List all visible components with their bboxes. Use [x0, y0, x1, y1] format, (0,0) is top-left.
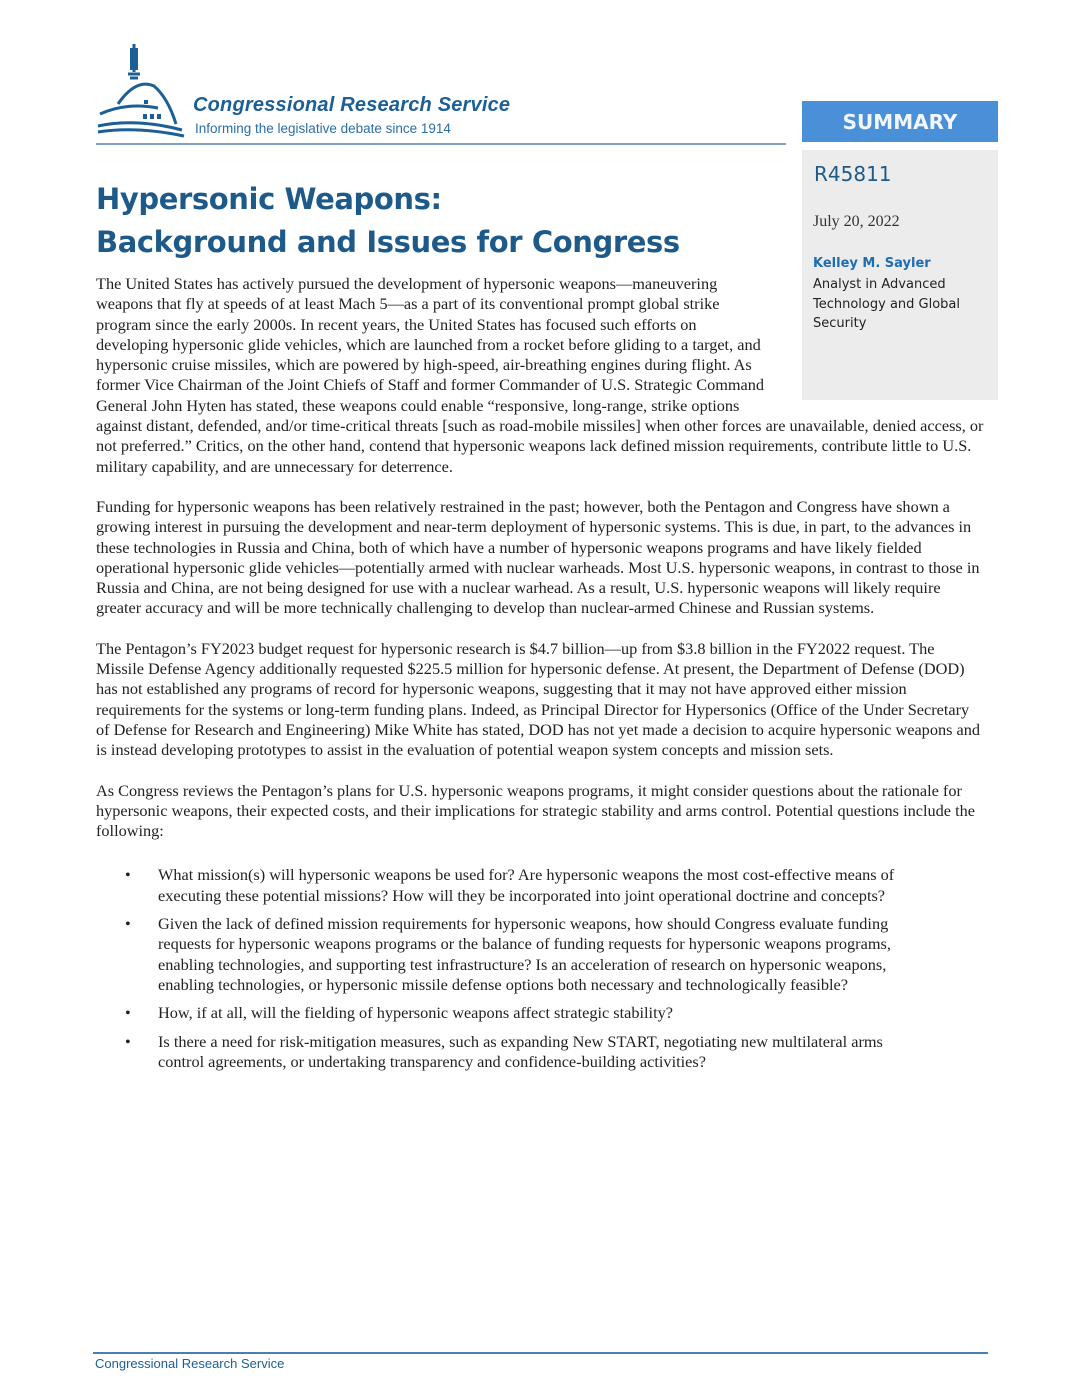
paragraph: As Congress reviews the Pentagon’s plans for U.S. hypersonic weapons programs, it might consider questions about the rationale for hypersonic weapons, their expected costs, and their implications for strategic stability and arms control. Potential questions include the following: [96, 780, 975, 841]
list-item-text: What mission(s) will hypersonic weapons be used for? Are hypersonic weapons the most cost-effective means of executing these potential missions? How will they be incorporated into joint operational doctrine and concepts? [158, 865, 895, 905]
title-line-2: Background and Issues for Congress [96, 225, 680, 259]
crs-logo [96, 42, 556, 142]
list-item [125, 865, 918, 906]
questions-list [96, 865, 984, 1072]
bullet-icon: • [125, 1003, 131, 1023]
org-name: Congressional Research Service [193, 94, 511, 116]
list-item [125, 914, 918, 995]
report-date: July 20, 2022 [813, 213, 900, 230]
bullet-icon: • [125, 914, 131, 934]
capitol-dome-icon [96, 42, 191, 142]
paragraph: The Pentagon’s FY2023 budget request for hypersonic research is $4.7 billion—up from $3.8 billion in the FY2022 request. The Missile Defense Agency additionally requested $225.5 million for hypersonic defense. At present, the Department of Defense (DOD) has not established any programs of record for hypersonic weapons, suggesting that it may not have approved either mission requirements for the systems or long-term funding plans. Indeed, as Principal Director for Hypersonics (Office of the Under Secretary of Defense for Research and Engineering) Mike White has stated, DOD has not yet made a decision to acquire hypersonic weapons and is instead developing prototypes to assist in the evaluation of potential weapon system concepts and mission sets. [96, 638, 981, 760]
document-body [96, 178, 984, 1080]
author-title: Analyst in Advanced Technology and Global Security [813, 277, 961, 331]
report-number: R45811 [814, 162, 892, 186]
footer-text: Congressional Research Service [95, 1356, 285, 1371]
list-item-text: How, if at all, will the fielding of hypersonic weapons affect strategic stability? [158, 1003, 673, 1023]
footer-divider [93, 1352, 988, 1354]
author-name: Kelley M. Sayler [813, 256, 931, 271]
list-item-text: Is there a need for risk-mitigation measures, such as expanding New START, negotiating new multilateral arms control agreements, or undertaking transparency and confidence-building activities? [158, 1031, 883, 1071]
org-tagline: Informing the legislative debate since 1914 [195, 121, 451, 136]
title-line-1: Hypersonic Weapons: [96, 182, 442, 216]
list-item [125, 1003, 918, 1023]
list-item [125, 1031, 918, 1073]
paragraph: Funding for hypersonic weapons has been relatively restrained in the past; however, both the Pentagon and Congress have shown a growing interest in pursuing the development and near-term deployment of hypersonic systems. This is due, in part, to the advances in these technologies in Russia and China, both of which have a number of hypersonic weapons programs and have likely fielded operational hypersonic glide vehicles—potentially armed with nuclear warheads. Most U.S. hypersonic weapons, in contrast to those in Russia and China, are not being designed for use with a nuclear warhead. As a result, U.S. hypersonic weapons will likely require greater accuracy and will be more technically challenging to develop than nuclear-armed Chinese and Russian systems. [96, 496, 980, 618]
bullet-icon: • [125, 865, 131, 885]
list-item-text: Given the lack of defined mission requirements for hypersonic weapons, how should Congress evaluate funding requests for hypersonic weapons programs or the balance of funding requests for hypersonic weapons programs, enabling technologies, and supporting test infrastructure? Is an acceleration of research on hypersonic weapons, enabling technologies, or hypersonic missile defense options both necessary and technologically feasible? [158, 914, 891, 994]
summary-heading: SUMMARY [802, 101, 998, 142]
header-divider [96, 143, 786, 145]
paragraph: The United States has actively pursued the development of hypersonic weapons—maneuvering weapons that fly at speeds of at least Mach 5—as a part of its conventional prompt global strike program since the early 2000s. In recent years, the United States has focused such efforts on developing hypersonic glide vehicles, which are launched from a rocket before gliding to a target, and hypersonic cruise missiles, which are powered by high-speed, air-breathing engines during flight. As former Vice Chairman of the Joint Chiefs of Staff and former Commander of U.S. Strategic Command General John Hyten has stated, these weapons could enable “responsive, long-range, strike options against distant, defended, and/or time-critical threats [such as road-mobile missiles] when other forces are unavailable, denied access, or not preferred.” Critics, on the other hand, contend that hypersonic weapons lack defined mission requirements, contribute little to U.S. military capability, and are unnecessary for deterrence. [96, 274, 984, 476]
bullet-icon: • [125, 1031, 131, 1051]
